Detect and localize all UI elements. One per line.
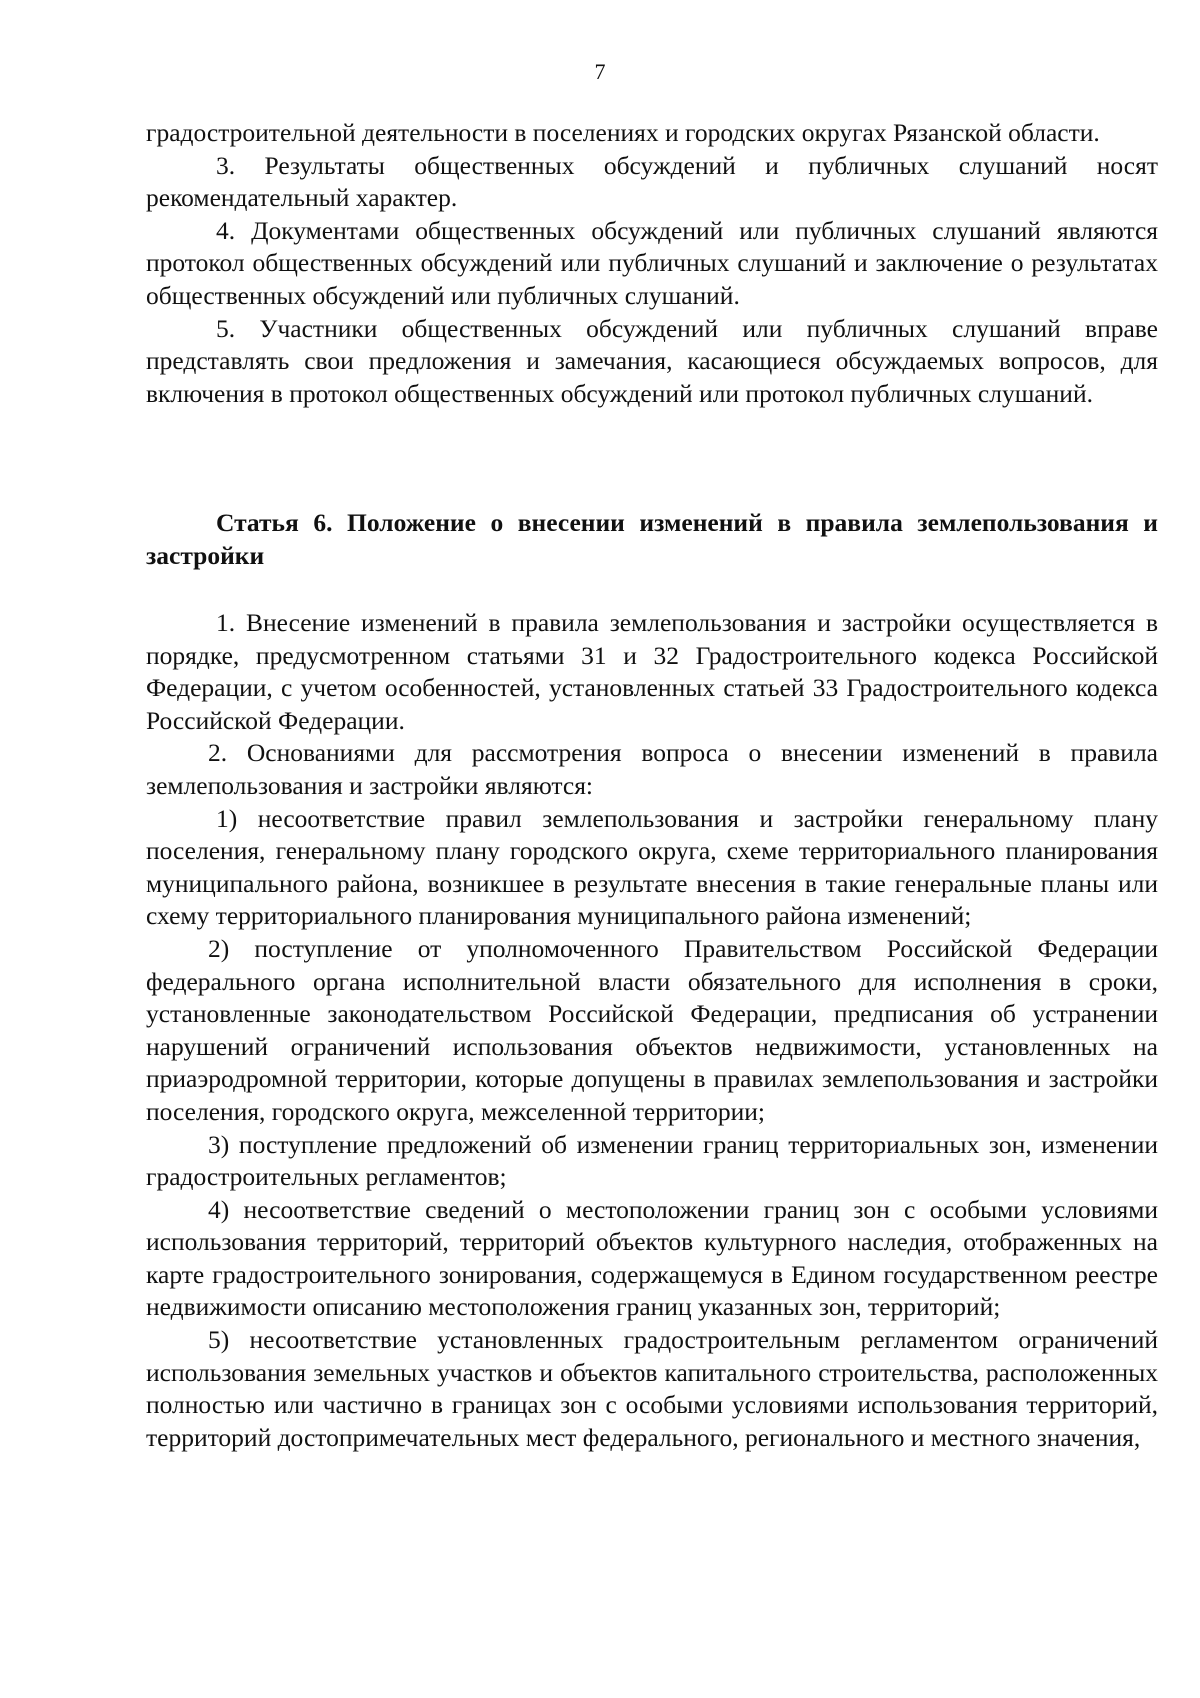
paragraph-item-5: 5. Участники общественных обсуждений или публичных слушаний вправе представлять свои предложения и замечания, касающиеся обсуждаемых вопросов, для включения в протокол общественных обсуждений или протокол публичных слушаний.	[146, 313, 1158, 408]
article-heading: Статья 6. Положение о внесении изменений в правила землепользования и застройки	[146, 508, 1158, 570]
list-item-5: 5) несоответствие установленных градостроительным регламентом ограничений использования земельных участков и объектов капитального строительства, расположенных полностью или частично в границах зон с особыми условиями использования территорий, территорий достопримечательных мест федерального, регионального и местного значения,	[146, 1325, 1158, 1452]
list-item-3: 3) поступление предложений об изменении границ территориальных зон, изменении градостроительных регламентов;	[146, 1129, 1158, 1192]
list-item-4: 4) несоответствие сведений о местоположении границ зон с особыми условиями использования территорий, территорий объектов культурного наследия, отображенных на карте градостроительного зонирования, содержащемуся в Едином государственном реестре недвижимости описанию местоположения границ указанных зон, территорий;	[146, 1194, 1158, 1322]
list-item-1: 1) несоответствие правил землепользования и застройки генеральному плану поселения, генеральному плану городского округа, схеме территориального планирования муниципального района, возникшее в результате внесения в такие генеральные планы или схему территориального планирования муниципального района изменений;	[146, 803, 1158, 931]
paragraph-item-4: 4. Документами общественных обсуждений или публичных слушаний являются протокол общественных обсуждений или публичных слушаний и заключение о результатах общественных обсуждений или публичных слушаний.	[146, 215, 1158, 310]
article-body	[146, 607, 1158, 1454]
continued-paragraph: градостроительной деятельности в поселениях и городских округах Рязанской области.	[146, 118, 1100, 147]
paragraph-item-3: 3. Результаты общественных обсуждений и публичных слушаний носят рекомендательный характер.	[146, 150, 1158, 213]
list-item-2: 2) поступление от уполномоченного Правительством Российской Федерации федерального органа исполнительной власти обязательного для исполнения в сроки, установленные законодательством Российской Федерации, предписания об устранении нарушений ограничений использования объектов недвижимости, установленных на приаэродромной территории, которые допущены в правилах землепользования и застройки поселения, городского округа, межселенной территории;	[146, 933, 1158, 1126]
article-paragraph-2: 2. Основаниями для рассмотрения вопроса о внесении изменений в правила землепользования и застройки являются:	[146, 738, 1158, 800]
article-paragraph-1: 1. Внесение изменений в правила землепользования и застройки осуществляется в порядке, предусмотренном статьями 31 и 32 Градостроительного кодекса Российской Федерации, с учетом особенностей, установленных статьей 33 Градостроительного кодекса Российской Федерации.	[146, 608, 1158, 735]
preceding-text-block	[146, 117, 1158, 410]
page-number: 7	[594, 59, 606, 84]
article-heading-block	[146, 507, 1158, 572]
